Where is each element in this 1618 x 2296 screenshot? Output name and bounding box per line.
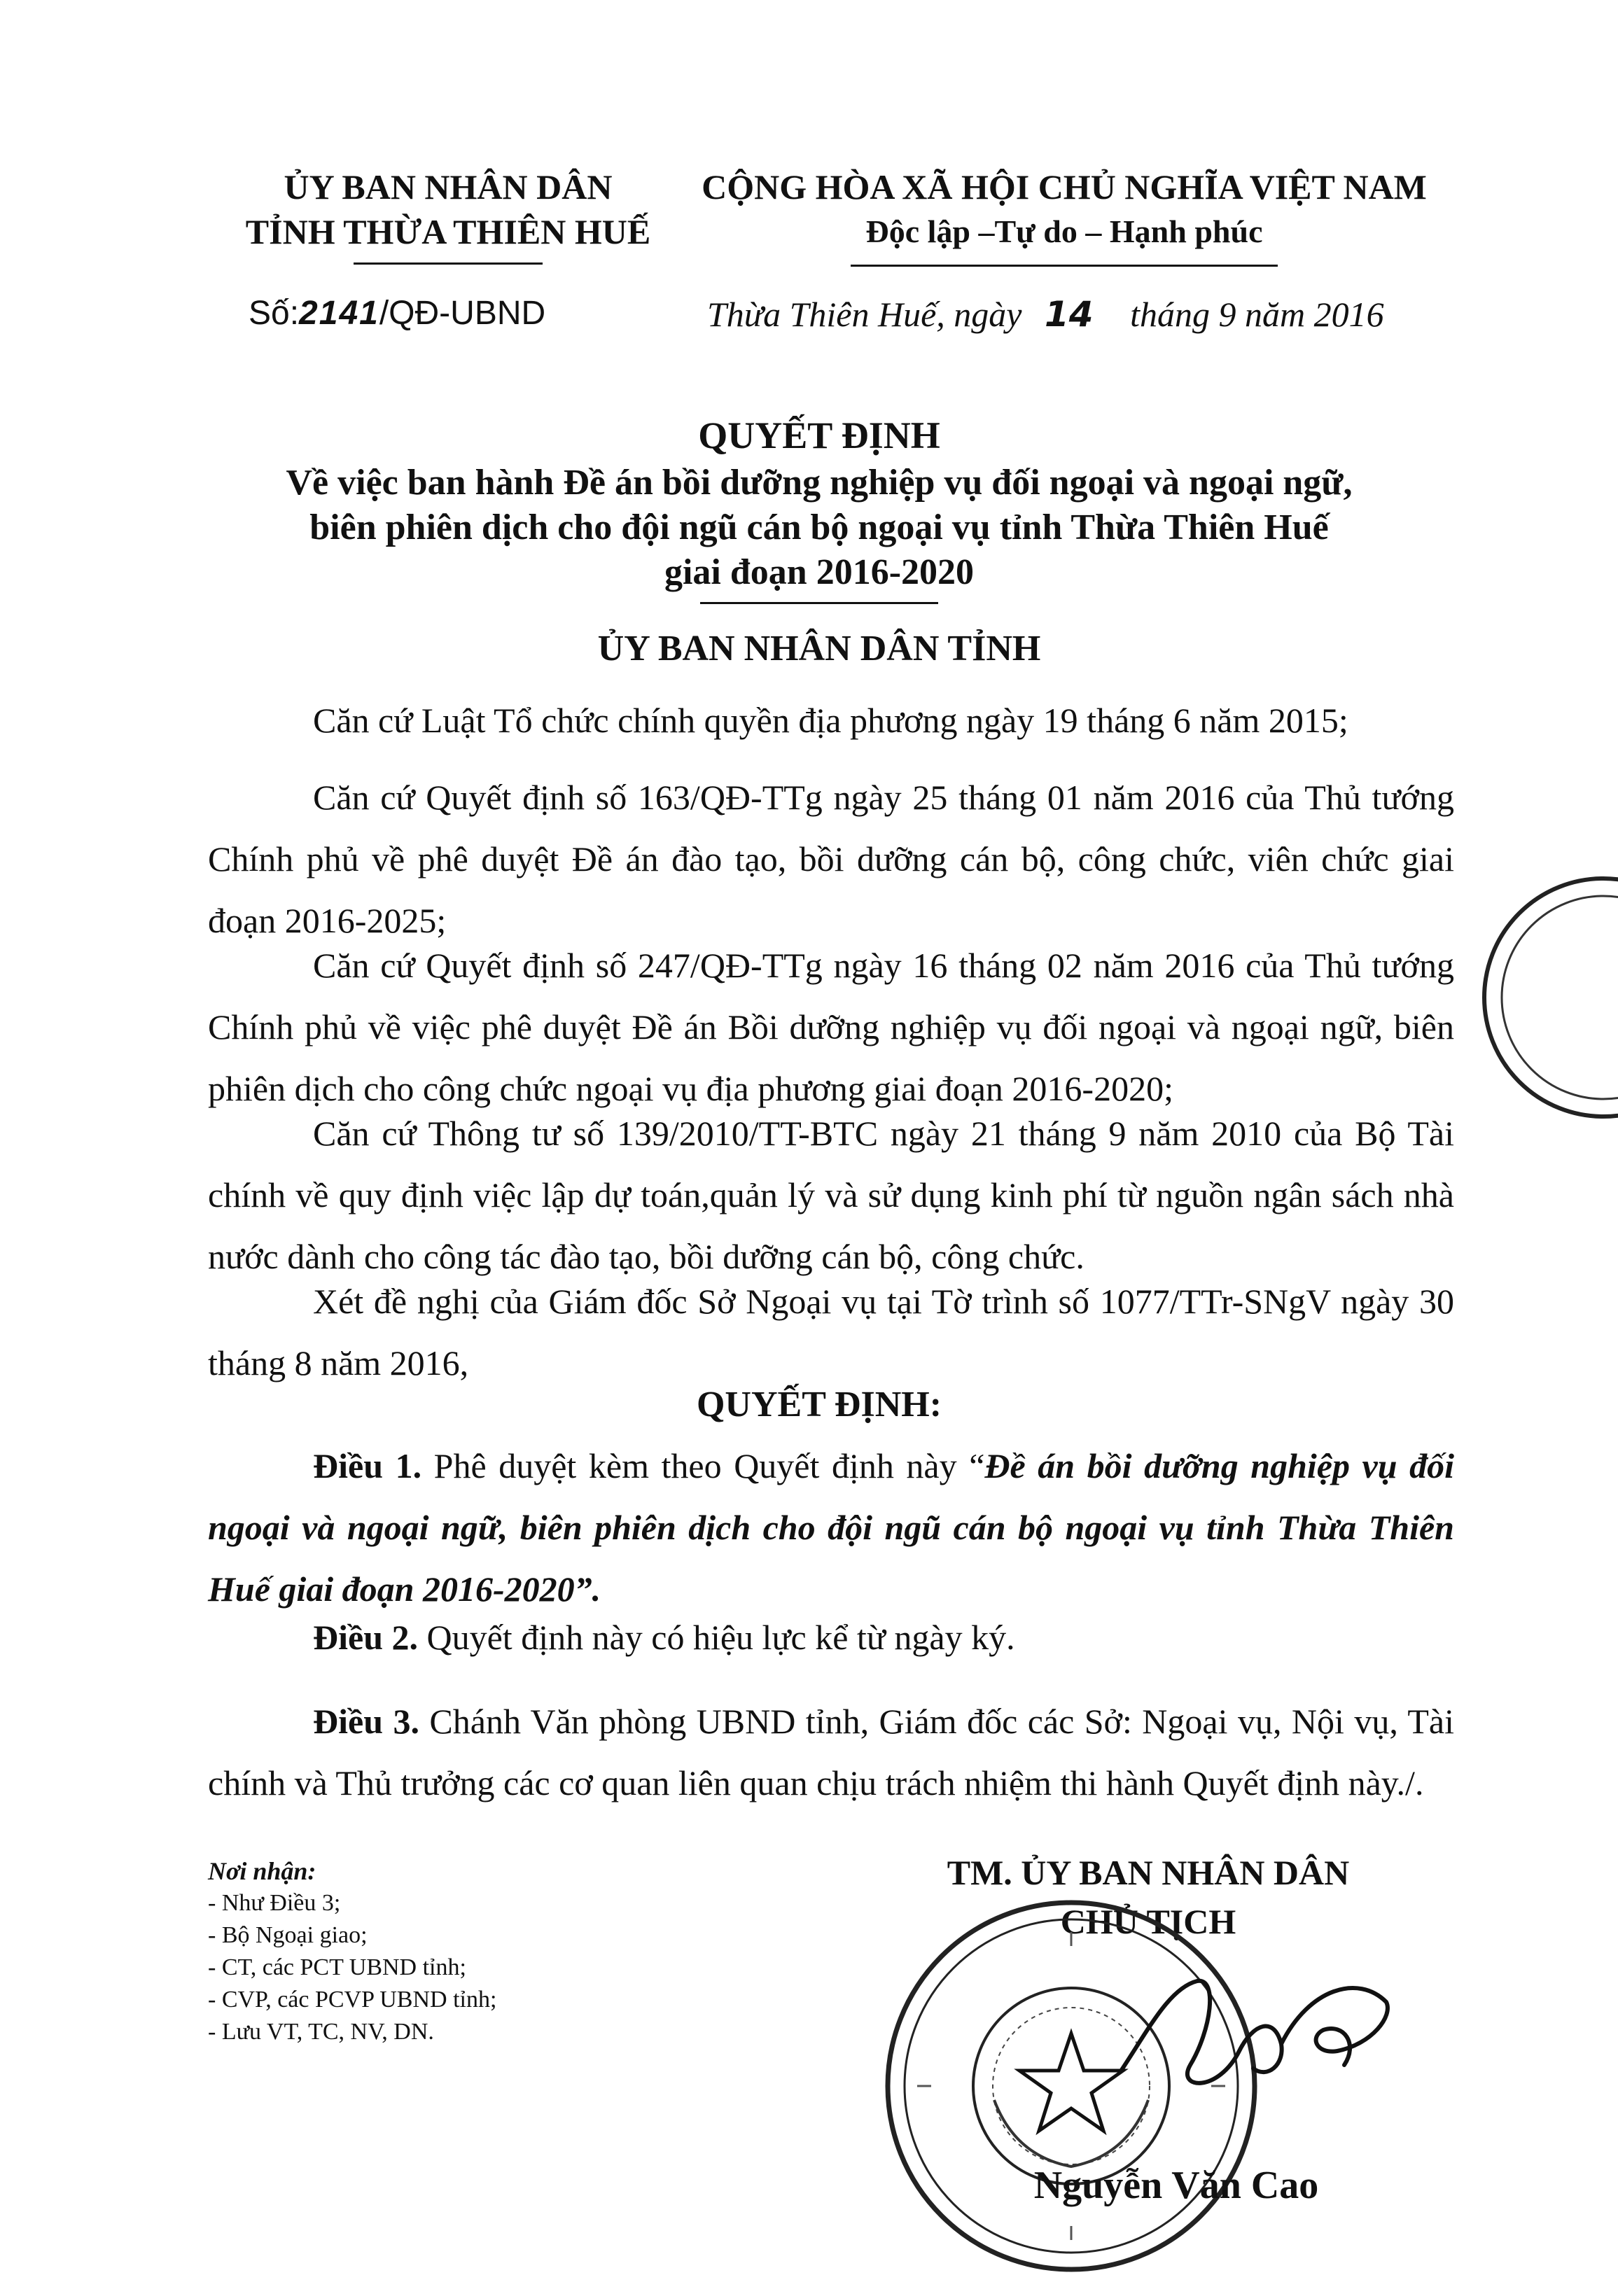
article-3-text: Chánh Văn phòng UBND tỉnh, Giám đốc các Sở: Ngoại vụ, Nội vụ, Tài chính và Thủ trưởng các cơ quan liên quan chịu trách nhiệm thi hành Quyết định này./. [208,1702,1455,1802]
signature-scribble-icon [1106,1946,1400,2128]
issuer-name [203,164,693,254]
basis-2-text: Căn cứ Quyết định số 163/QĐ-TTg ngày 25 tháng 01 năm 2016 của Thủ tướng Chính phủ về phê duyệt Đề án đào tạo, bồi dưỡng cán bộ, công chức, viên chức giai đoạn 2016-2025; [208,778,1454,940]
country-name: CỘNG HÒA XÃ HỘI CHỦ NGHĨA VIỆT NAM [702,167,1427,206]
recipients-block [208,1855,698,2048]
decision-title [203,413,1435,595]
basis-5-text: Xét đề nghị của Giám đốc Sở Ngoại vụ tại Tờ trình số 1077/TTr-SNgV ngày 30 tháng 8 năm 2016, [208,1282,1454,1382]
motto-line: Độc lập –Tự do – Hạnh phúc [865,214,1263,249]
article-1-title: Đề án bồi dưỡng nghiệp vụ đối ngoại và ngoại ngữ, biên phiên dịch cho đội ngũ cán bộ ngoại vụ tỉnh Thừa Thiên Huế giai đoạn 2016-2020”. [208,1446,1455,1609]
article-2 [208,1606,1454,1668]
basis-4-text: Căn cứ Thông tư số 139/2010/TT-BTC ngày 21 tháng 9 năm 2010 của Bộ Tài chính về quy định việc lập dự toán,quản lý và sử dụng kinh phí từ nguồn ngân sách nhà nước dành cho công tác đào tạo, bồi dưỡng cán bộ, công chức. [208,1114,1454,1276]
title-heading: QUYẾT ĐỊNH [698,414,940,456]
article-1 [208,1435,1454,1620]
date-suffix: tháng 9 năm 2016 [1130,295,1384,334]
article-3 [208,1690,1454,1814]
recipient-item: - CVP, các PCVP UBND tỉnh; [208,1987,497,2012]
article-1-label: Điều 1. [313,1446,422,1485]
basis-2 [208,766,1454,951]
signer-name: Nguyễn Văn Cao [1033,2164,1319,2207]
date-prefix: Thừa Thiên Huế, ngày [707,295,1022,334]
doc-number-prefix: Số: [249,295,300,332]
partial-seal-icon [1470,864,1618,1130]
motto-underline [851,265,1278,267]
basis-1 [208,690,1454,751]
doc-number-suffix: /QĐ-UBND [379,295,546,332]
decision-heading: QUYẾT ĐỊNH: [696,1385,942,1424]
national-motto [690,164,1439,254]
basis-3 [208,934,1454,1119]
recipients-heading: Nơi nhận: [208,1857,316,1885]
title-subject-line1: Về việc ban hành Đề án bồi dưỡng nghiệp vụ đối ngoại và ngoại ngữ, [286,463,1353,503]
basis-4 [208,1102,1454,1287]
issue-date [707,294,1384,335]
recipient-item: - Bộ Ngoại giao; [208,1922,368,1948]
issuer-underline [354,262,543,265]
signature-line2: CHỦ TỊCH [1060,1902,1236,1941]
recipient-item: - Lưu VT, TC, NV, DN. [208,2019,434,2045]
doc-number-handwritten: 2141 [299,295,379,332]
document-number [249,294,545,332]
recipient-item: - Như Điều 3; [208,1890,341,1916]
issuer-line1: ỦY BAN NHÂN DÂN [284,167,613,206]
page-stamp [1470,864,1618,1130]
signature-line1: TM. ỦY BAN NHÂN DÂN [947,1853,1350,1892]
basis-5 [208,1270,1454,1394]
title-subject-line3: giai đoạn 2016-2020 [664,552,975,592]
issuer-line2: TỈNH THỪA THIÊN HUẾ [245,212,651,251]
basis-1-text: Căn cứ Luật Tổ chức chính quyền địa phương ngày 19 tháng 6 năm 2015; [313,701,1348,740]
article-2-text: Quyết định này có hiệu lực kể từ ngày ký. [426,1618,1015,1657]
article-2-label: Điều 2. [313,1618,418,1657]
title-underline [700,602,938,604]
date-day-handwritten: 14 [1044,294,1094,335]
handwritten-signature [1106,1946,1400,2128]
article-3-label: Điều 3. [313,1702,419,1741]
article-1-text: Phê duyệt kèm theo Quyết định này “ [433,1446,985,1485]
basis-3-text: Căn cứ Quyết định số 247/QĐ-TTg ngày 16 tháng 02 năm 2016 của Thủ tướng Chính phủ về việc phê duyệt Đề án Bồi dưỡng nghiệp vụ đối ngoại và ngoại ngữ, biên phiên dịch cho công chức ngoại vụ địa phương giai đoạn 2016-2020; [208,946,1454,1108]
recipient-item: - CT, các PCT UBND tỉnh; [208,1954,466,1980]
authority-heading: ỦY BAN NHÂN DÂN TỈNH [597,629,1041,668]
title-subject-line2: biên phiên dịch cho đội ngũ cán bộ ngoại vụ tỉnh Thừa Thiên Huế [309,507,1329,547]
